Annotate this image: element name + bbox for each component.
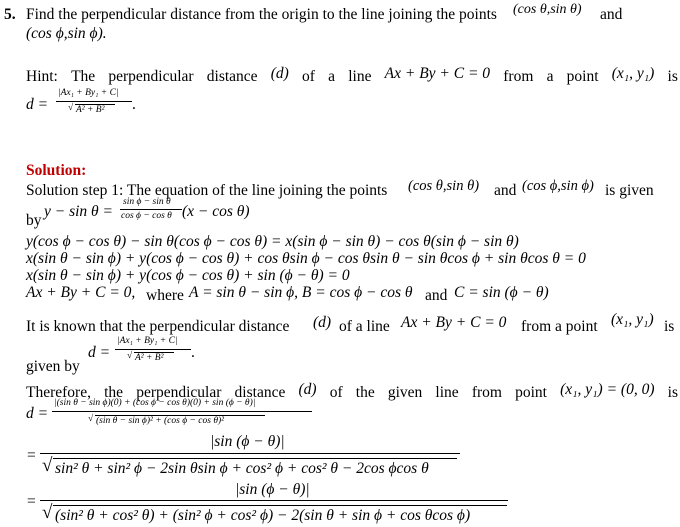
- final-denominator: (sin θ − sin ϕ)² + (cos ϕ − cos θ)²: [96, 416, 224, 426]
- hint-root-sign: √: [68, 103, 74, 113]
- equation-3: x(sin θ − sin ϕ) + y(cos ϕ − cos θ) + sin (ϕ − θ) = 0: [26, 267, 350, 284]
- step1-and: and: [494, 182, 517, 199]
- simplified-fraction-bar: [40, 453, 460, 454]
- known-numerator: |Ax₁ + By₁ + C|: [117, 336, 178, 346]
- word: the: [104, 384, 124, 401]
- known-of-line: of a line: [339, 318, 390, 335]
- word: line: [348, 68, 372, 85]
- word: point: [566, 68, 599, 85]
- given-by: given by: [26, 358, 80, 375]
- word: perpendicular: [136, 384, 222, 401]
- word: from: [503, 68, 534, 85]
- hint-numerator: |Ax₁ + By₁ + C|: [58, 88, 119, 98]
- hint-fraction-bar: [56, 101, 132, 102]
- word: (x₁, y₁): [611, 65, 655, 82]
- line-denominator: cos ϕ − cos θ: [121, 211, 172, 221]
- eq-sign-2: =: [26, 493, 37, 510]
- line-rhs: (x − cos θ): [182, 203, 250, 220]
- final-root-sign: √: [88, 414, 94, 424]
- word: (d): [298, 381, 317, 398]
- word: Therefore,: [26, 384, 91, 401]
- word: from: [471, 384, 502, 401]
- simplified-root-sign: √: [42, 455, 53, 476]
- known-fraction-bar: [115, 349, 191, 350]
- simplified-numerator: |sin (ϕ − θ)|: [210, 433, 285, 450]
- word: (x₁, y₁) = (0, 0): [560, 381, 655, 398]
- question-point2: (cos ϕ,sin ϕ).: [26, 25, 107, 42]
- eq-sign-1: =: [26, 447, 37, 464]
- regrouped-root-bar: [53, 505, 507, 506]
- word: a: [546, 68, 554, 85]
- step1-by: by: [26, 212, 42, 229]
- simplified-root-bar: [53, 458, 457, 459]
- known-d: (d): [313, 314, 332, 331]
- question-text: Find the perpendicular distance from the origin to the line joining the points: [26, 6, 497, 23]
- equation-1: y(cos ϕ − cos θ) − sin θ(cos ϕ − cos θ) = x(sin ϕ − sin θ) − cos θ(sin ϕ − sin θ): [26, 233, 519, 250]
- question-and: and: [600, 6, 623, 23]
- regrouped-numerator: |sin (ϕ − θ)|: [235, 481, 310, 498]
- step1-end: is given: [605, 182, 654, 199]
- known-is: is: [664, 318, 675, 335]
- word: is: [667, 68, 678, 85]
- known-root-sign: √: [127, 351, 133, 361]
- known-denominator: A² + B²: [135, 353, 164, 363]
- hint-period: .: [132, 96, 136, 113]
- hint-denominator: A² + B²: [76, 105, 105, 115]
- equation-4-where: where: [146, 287, 184, 304]
- regrouped-root-sign: √: [42, 502, 53, 523]
- hint-d-eq: d =: [26, 96, 49, 113]
- hint-line: [26, 65, 678, 86]
- word: Ax + By + C = 0: [384, 65, 491, 82]
- word: The: [71, 68, 96, 85]
- word: is: [667, 384, 678, 401]
- equation-4a: Ax + By + C = 0,: [26, 284, 136, 301]
- final-d-eq: d =: [26, 405, 49, 422]
- word: perpendicular: [108, 68, 194, 85]
- known-period: .: [191, 344, 195, 361]
- known-point: (x₁, y₁): [611, 311, 654, 328]
- known-d-eq: d =: [88, 344, 111, 361]
- step1-point1: (cos θ,sin θ): [408, 178, 480, 194]
- equation-4b: A = sin θ − sin ϕ, B = cos ϕ − cos θ: [189, 284, 413, 301]
- word: line: [435, 384, 459, 401]
- line-lhs: y − sin θ =: [44, 203, 114, 220]
- regrouped-denominator: (sin² θ + cos² θ) + (sin² ϕ + cos² ϕ) − 2(sin θ + sin ϕ + cos θcos ϕ): [55, 507, 471, 524]
- word: distance: [206, 68, 258, 85]
- regrouped-fraction-bar: [40, 500, 508, 501]
- word: of: [329, 384, 343, 401]
- line-numerator: sin ϕ − sin θ: [123, 197, 171, 207]
- simplified-denominator: sin² θ + sin² ϕ − 2sin θsin ϕ + cos² ϕ + cos² θ − 2cos ϕcos θ: [55, 460, 429, 477]
- word: (d): [270, 65, 289, 82]
- equation-2: x(sin θ − sin ϕ) + y(cos ϕ − cos θ) + cos θsin ϕ − cos θsin θ − sin θcos ϕ + sin θcos θ = 0: [26, 250, 586, 267]
- word: distance: [234, 384, 286, 401]
- word: point: [515, 384, 547, 401]
- known-equation: Ax + By + C = 0: [401, 314, 507, 331]
- step1-text: Solution step 1: The equation of the line joining the points: [26, 182, 388, 199]
- word: a: [328, 68, 336, 85]
- word: given: [387, 384, 423, 401]
- known-text: It is known that the perpendicular distance: [26, 318, 290, 335]
- equation-4-and: and: [425, 287, 448, 304]
- final-numerator: |(sin θ − sin ϕ)(0) + (cos ϕ − cos θ)(0) + sin (ϕ − θ)|: [54, 398, 256, 408]
- word: Hint:: [26, 68, 58, 85]
- step1-point2: (cos ϕ,sin ϕ): [522, 178, 594, 194]
- equation-4c: C = sin (ϕ − θ): [454, 284, 549, 301]
- question-point1: (cos θ,sin θ): [513, 2, 582, 17]
- line-fraction-bar: [120, 209, 182, 210]
- word: the: [355, 384, 375, 401]
- known-from-point: from a point: [521, 318, 598, 335]
- solution-heading: Solution:: [26, 162, 87, 179]
- final-fraction-bar: [52, 411, 312, 412]
- word: of: [302, 68, 315, 85]
- question-number: 5.: [4, 6, 16, 23]
